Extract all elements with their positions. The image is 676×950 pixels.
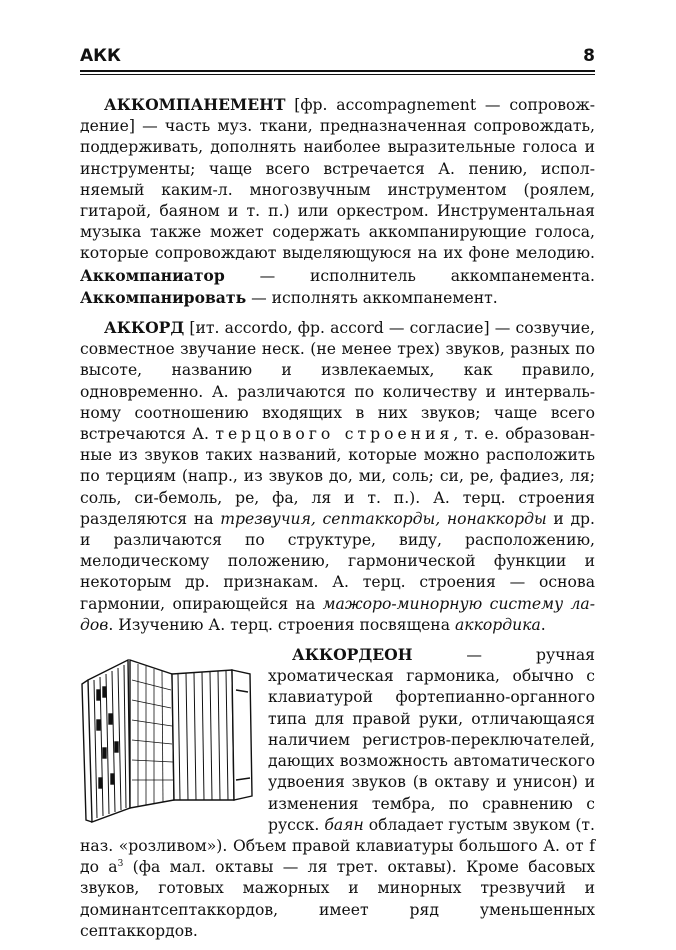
- subentry-term: Аккомпанировать: [80, 287, 247, 307]
- entry-text: обладает густым звуком (т. наз. «розливом»). Объем правой клавиатуры большого А. от f до a: [80, 815, 595, 877]
- entry-text: .: [540, 615, 546, 634]
- entry-text: (фа мал. октавы — ля трет. октавы). Кроме басовых звуков, готовых мажорных и минорных трезвучий и доминантсептаккордов, имеет ряд уменьшенных септаккордов.: [80, 858, 595, 940]
- header-rule-thin: [80, 74, 595, 75]
- entry-akkord: [80, 317, 595, 636]
- running-headword: АКК: [80, 46, 121, 66]
- cross-reference: мажоро-минорную систему ладов: [80, 594, 596, 634]
- cross-reference: аккордика: [454, 615, 541, 634]
- entry-text: и др. и различаются по структуре, виду, расположению, мелодическому положению, гармонической функции и некоторым др. признакам. А. терц. строения — основа гармонии, опирающейся на: [80, 509, 595, 613]
- entry-term: АККОРДЕОН: [292, 645, 413, 665]
- superscript: 3: [117, 858, 124, 869]
- entry-text: — исполнитель аккомпанемента.: [224, 266, 595, 285]
- entry-akkompanement: [80, 94, 595, 309]
- entry-text: — ручная хроматическая гармоника, обычно с клавиатурой фортепианно-органного типа для правой руки, отличающаяся наличием регистров-переключателей, дающих возможность автоматического удвоения звуков (в октаву и унисон) и изменения тембра, по сравнению с русск.: [268, 646, 595, 834]
- entry-text: [ит. accordo, фр. accord — согласие] — созвучие, совместное звучание неск. (не менее трех) звуков, разных по высоте, названию и извлекаемых, как правило, одновременно. А. различаются по количеству и интервальному соотношению входящих в них звуков; чаще всего встречаются А.: [80, 319, 595, 444]
- entry-text: [фр. accompagnement — сопровождение] — часть муз. ткани, предназначенная сопровождать, поддерживать, дополнять наиболее выразительные голоса и инструменты; чаще всего встречается А. пению, исполняемый каким-л. многозвучным инструментом (роялем, гитарой, баяном и т. п.) или оркестром. Инструментальная музыка также может содержать аккомпанирующие голоса, которые сопровождают выделяющуюся на их фоне мелодию.: [80, 96, 595, 263]
- spaced-emphasis: терцового строения: [215, 425, 454, 444]
- subentry-term: Аккомпаниатор: [80, 265, 225, 285]
- header-rule-thick: [80, 70, 595, 72]
- entry-text: — исполнять аккомпанемент.: [246, 288, 498, 307]
- running-header: [80, 46, 595, 70]
- cross-reference: баян: [324, 815, 364, 834]
- page-number: 8: [583, 46, 595, 66]
- cross-reference: трезвучия, септаккорды, нонаккорды: [220, 509, 547, 528]
- entry-term: АККОМПАНЕМЕНТ: [104, 95, 286, 114]
- entry-text: . Изучению А. терц. строения посвящена: [108, 615, 455, 634]
- entry-text: , т. е. образованные из звуков таких названий, которые можно расположить по терциям (напр., из звуков до, ми, соль; си, ре, фадиез, ля; соль, си-бемоль, ре, фа, ля и т. п.). А. терц. строения разделяются на: [80, 425, 595, 528]
- entry-term: АККОРД: [104, 318, 185, 338]
- accordion-illustration: [72, 650, 262, 826]
